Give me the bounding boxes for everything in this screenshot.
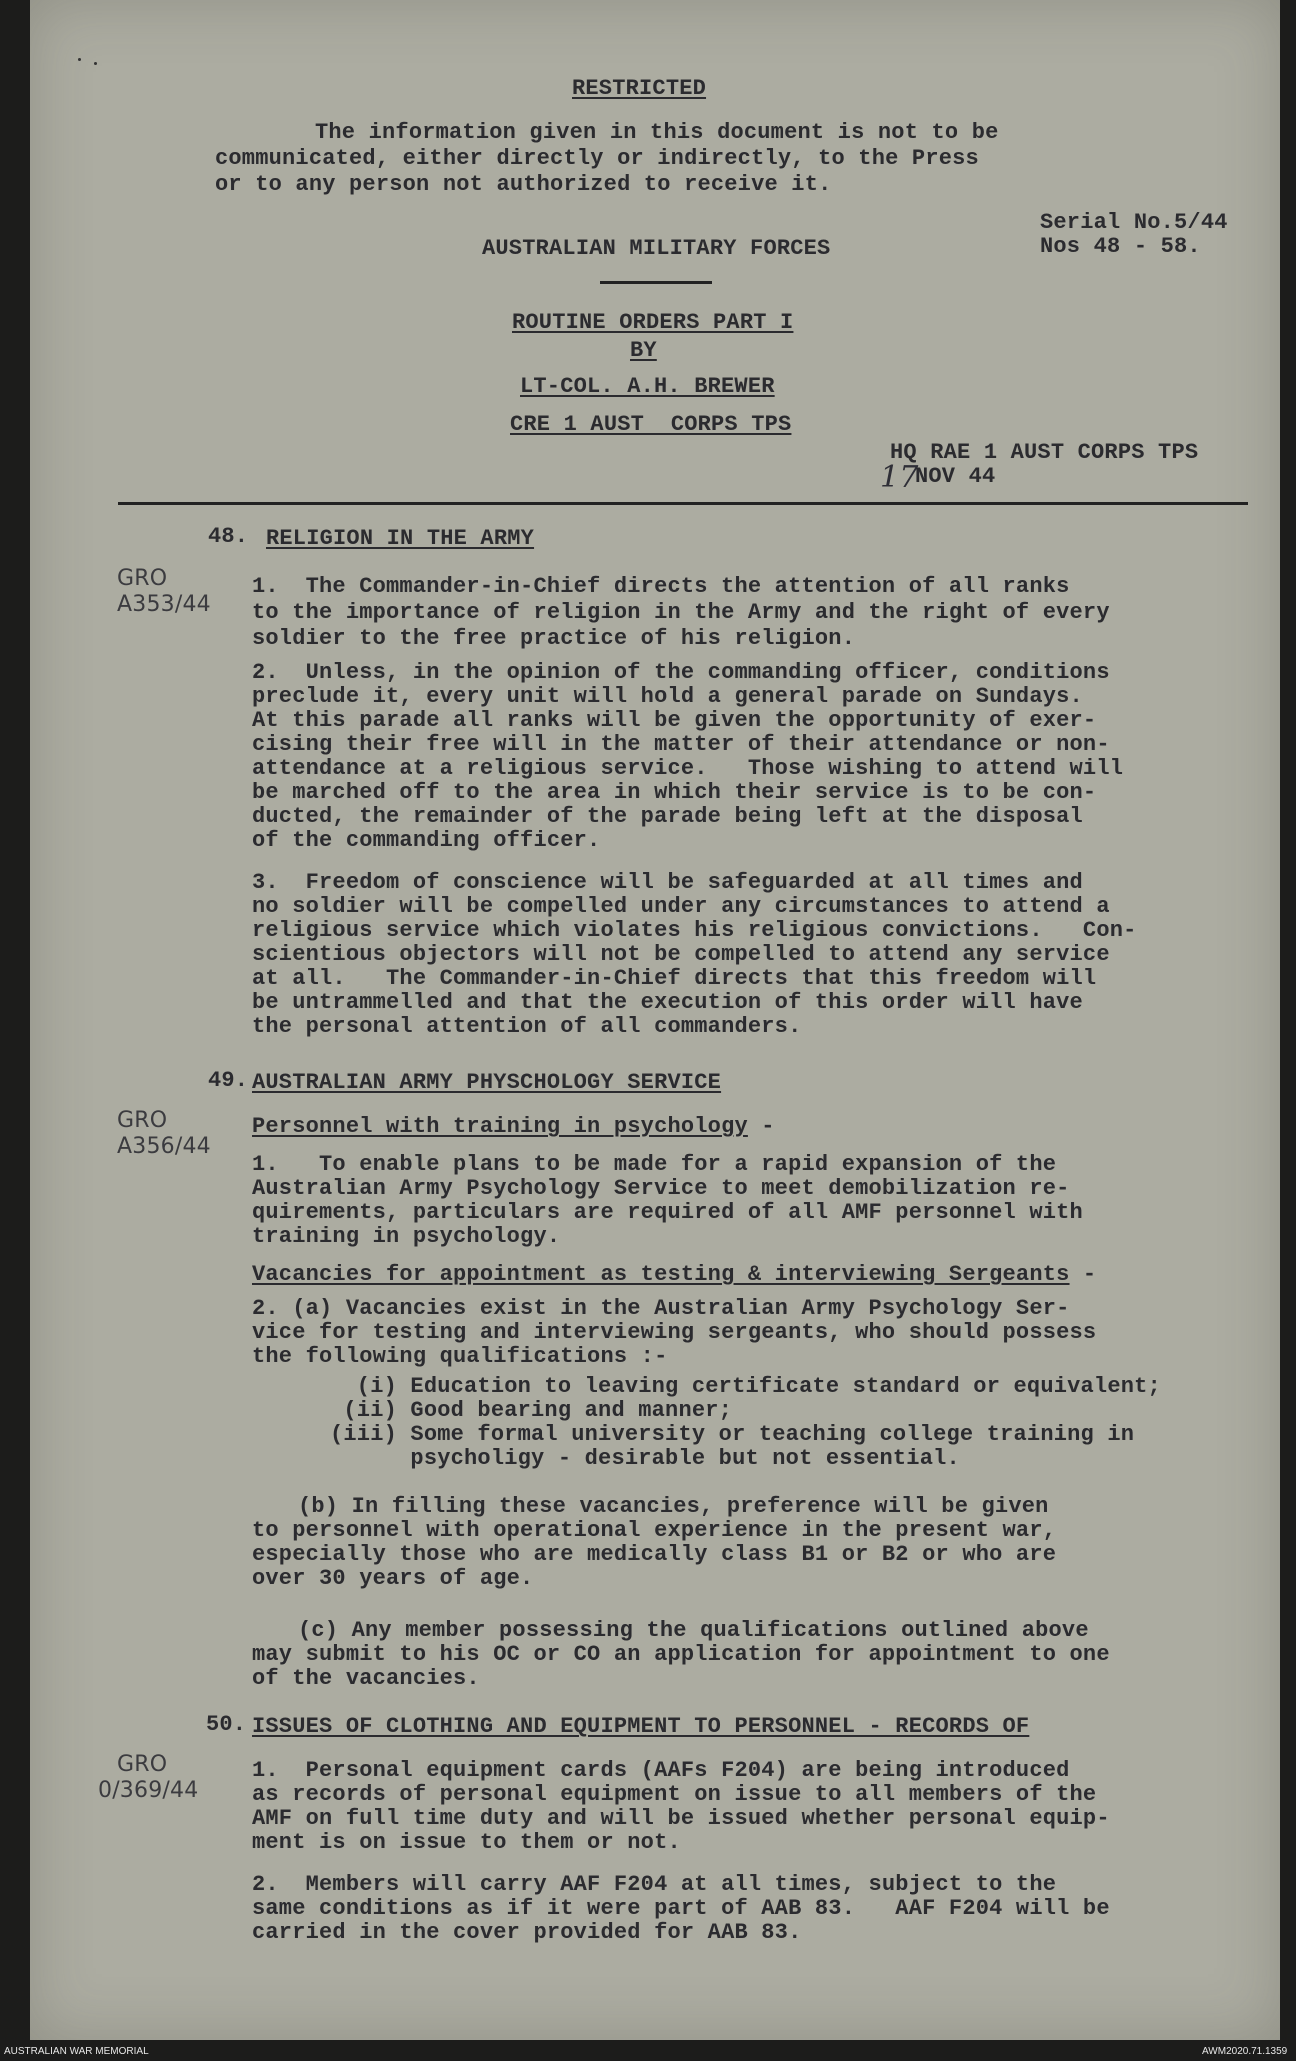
- paragraph-line: especially those who are medically class B1 or B2 or who are: [252, 1542, 1057, 1567]
- subheading-dash: -: [747, 1114, 775, 1139]
- gro-reference: A356/44: [117, 1134, 211, 1159]
- list-item: (iii) Some formal university or teaching college training in: [330, 1422, 1135, 1447]
- paragraph-line: religious service which violates his religious convictions. Con-: [252, 918, 1137, 943]
- footer-credit: AUSTRALIAN WAR MEMORIAL: [4, 2046, 149, 2057]
- section-number: 48.: [208, 524, 249, 549]
- notice-line: The information given in this document is not to be: [315, 120, 999, 145]
- paragraph-line: (c) Any member possessing the qualifications outlined above: [298, 1618, 1089, 1643]
- paragraph-line: as records of personal equipment on issue to all members of the: [252, 1782, 1097, 1807]
- punch-mark: [94, 62, 97, 65]
- paragraph-line: same conditions as if it were part of AAB 83. AAF F204 will be: [252, 1896, 1110, 1921]
- title-line: LT-COL. A.H. BREWER: [520, 374, 775, 399]
- list-item: psycholigy - desirable but not essential.: [330, 1446, 960, 1471]
- subheading: [252, 1262, 1096, 1287]
- paragraph-line: (b) In filling these vacancies, preference will be given: [298, 1494, 1049, 1519]
- notice-line: or to any person not authorized to receive it.: [215, 172, 832, 197]
- paragraph-line: 2. Members will carry AAF F204 at all times, subject to the: [252, 1872, 1057, 1897]
- paragraph-line: of the vacancies.: [252, 1666, 480, 1691]
- section-title: AUSTRALIAN ARMY PHYSCHOLOGY SERVICE: [252, 1070, 722, 1095]
- serial-number: Serial No.5/44: [1040, 210, 1228, 235]
- subheading-dash: -: [1069, 1262, 1097, 1287]
- gro-reference: GRO: [117, 1108, 168, 1133]
- section-number: 49.: [208, 1068, 249, 1093]
- handwritten-date: 17: [880, 460, 919, 495]
- divider: [600, 281, 712, 284]
- paragraph-line: the personal attention of all commanders.: [252, 1014, 802, 1039]
- header-rule: [118, 502, 1248, 505]
- subheading-text: Vacancies for appointment as testing & interviewing Sergeants: [252, 1262, 1070, 1287]
- section-title: ISSUES OF CLOTHING AND EQUIPMENT TO PERSONNEL - RECORDS OF: [252, 1714, 1030, 1739]
- section-number: 50.: [206, 1712, 247, 1737]
- paragraph-line: training in psychology.: [252, 1224, 561, 1249]
- paragraph-line: 1. The Commander-in-Chief directs the attention of all ranks: [252, 574, 1070, 599]
- paragraph-line: cising their free will in the matter of their attendance or non-: [252, 732, 1110, 757]
- date-line: NOV 44: [915, 464, 996, 489]
- gro-reference: GRO: [117, 566, 168, 591]
- paragraph-line: be untrammelled and that the execution of this order will have: [252, 990, 1083, 1015]
- paragraph-line: 2. Unless, in the opinion of the commanding officer, conditions: [252, 660, 1110, 685]
- hq-line: HQ RAE 1 AUST CORPS TPS: [890, 440, 1199, 465]
- paragraph-line: 2. (a) Vacancies exist in the Australian Army Psychology Ser-: [252, 1296, 1070, 1321]
- paragraph-line: soldier to the free practice of his religion.: [252, 626, 856, 651]
- paragraph-line: at all. The Commander-in-Chief directs that this freedom will: [252, 966, 1097, 991]
- paragraph-line: quirements, particulars are required of all AMF personnel with: [252, 1200, 1083, 1225]
- paragraph-line: no soldier will be compelled under any circumstances to attend a: [252, 894, 1110, 919]
- gro-reference: GRO: [117, 1752, 168, 1777]
- subheading-text: Personnel with training in psychology: [252, 1114, 748, 1139]
- paragraph-line: to personnel with operational experience in the present war,: [252, 1518, 1057, 1543]
- list-item: (i) Education to leaving certificate standard or equivalent;: [330, 1374, 1161, 1399]
- gro-reference: 0/369/44: [98, 1778, 199, 1803]
- punch-mark: [78, 58, 81, 61]
- paragraph-line: vice for testing and interviewing sergeants, who should possess: [252, 1320, 1097, 1345]
- paragraph-line: of the commanding officer.: [252, 828, 601, 853]
- paragraph-line: scientious objectors will not be compelled to attend any service: [252, 942, 1110, 967]
- section-title: RELIGION IN THE ARMY: [266, 526, 535, 551]
- paragraph-line: attendance at a religious service. Those wishing to attend will: [252, 756, 1124, 781]
- organisation: AUSTRALIAN MILITARY FORCES: [482, 236, 831, 261]
- paragraph-line: over 30 years of age.: [252, 1566, 534, 1591]
- paragraph-line: ducted, the remainder of the parade being left at the disposal: [252, 804, 1083, 829]
- paragraph-line: At this parade all ranks will be given the opportunity of exer-: [252, 708, 1097, 733]
- order-numbers: Nos 48 - 58.: [1040, 234, 1201, 259]
- title-line: BY: [630, 338, 657, 363]
- title-line: ROUTINE ORDERS PART I: [512, 310, 794, 335]
- title-line: CRE 1 AUST CORPS TPS: [510, 412, 792, 437]
- paragraph-line: preclude it, every unit will hold a general parade on Sundays.: [252, 684, 1083, 709]
- paragraph-line: to the importance of religion in the Army and the right of every: [252, 600, 1110, 625]
- paragraph-line: the following qualifications :-: [252, 1344, 668, 1369]
- paragraph-line: carried in the cover provided for AAB 83.: [252, 1920, 802, 1945]
- classification-label: RESTRICTED: [572, 76, 707, 101]
- paragraph-line: ment is on issue to them or not.: [252, 1830, 681, 1855]
- footer-accession-number: AWM2020.71.1359: [1202, 2046, 1288, 2057]
- paragraph-line: may submit to his OC or CO an application for appointment to one: [252, 1642, 1110, 1667]
- paragraph-line: Australian Army Psychology Service to meet demobilization re-: [252, 1176, 1070, 1201]
- paragraph-line: 1. Personal equipment cards (AAFs F204) are being introduced: [252, 1758, 1070, 1783]
- paragraph-line: be marched off to the area in which their service is to be con-: [252, 780, 1097, 805]
- paragraph-line: AMF on full time duty and will be issued whether personal equip-: [252, 1806, 1110, 1831]
- notice-line: communicated, either directly or indirectly, to the Press: [215, 146, 979, 171]
- paragraph-line: 3. Freedom of conscience will be safeguarded at all times and: [252, 870, 1083, 895]
- gro-reference: A353/44: [117, 592, 211, 617]
- document-page: [30, 0, 1280, 2040]
- subheading: [252, 1114, 775, 1139]
- paragraph-line: 1. To enable plans to be made for a rapid expansion of the: [252, 1152, 1057, 1177]
- list-item: (ii) Good bearing and manner;: [330, 1398, 733, 1423]
